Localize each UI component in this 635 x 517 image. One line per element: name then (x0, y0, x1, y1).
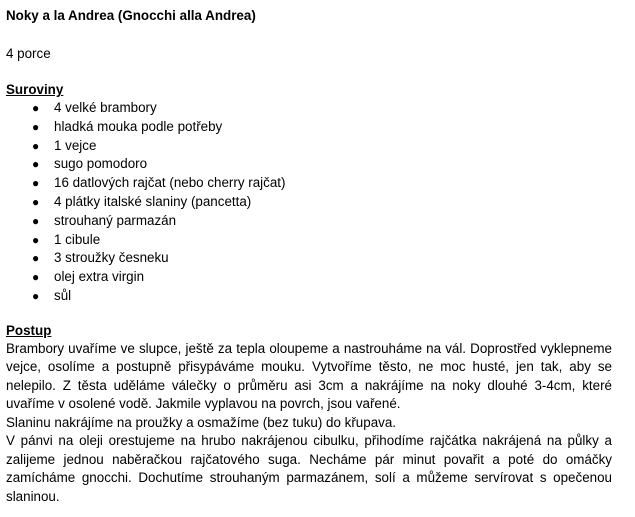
list-item: ● sůl (6, 287, 612, 306)
bullet-icon: ● (32, 232, 40, 247)
recipe-title: Noky a la Andrea (Gnocchi alla Andrea) (6, 8, 256, 23)
list-item: ● 1 cibule (6, 231, 612, 250)
bullet-icon: ● (32, 270, 40, 285)
list-item: ● 1 vejce (6, 137, 612, 156)
procedure-paragraph: V pánvi na oleji orestujeme na hrubo nakrájenou cibulku, přihodíme rajčátka nakrájená na půlky a zalijeme jednou naběračkou rajčatového suga. Necháme pár minut povařit a poté do omáčky zamícháme gnocchi. Dochutíme strouhaným parmazánem, solí a můžeme servírovat s opečenou slaninou. (6, 433, 612, 504)
bullet-icon: ● (32, 157, 40, 172)
bullet-icon: ● (32, 251, 40, 266)
list-item: ● olej extra virgin (6, 268, 612, 287)
list-item: ● sugo pomodoro (6, 155, 612, 174)
list-item: ● strouhaný parmazán (6, 212, 612, 231)
procedure-paragraph: Brambory uvaříme ve slupce, ještě za tepla oloupeme a nastrouháme na vál. Doprostřed vyklepneme vejce, osolíme a postupně přisypáváme mouku. Vytvoříme těsto, ne moc husté, jen tak, aby se nelepilo. Z těsta uděláme válečky o průměru asi 3cm a nakrájíme na noky dlouhé 3-4cm, které uvaříme v osolené vodě. Jakmile vyplavou na povrch, jsou vařené. (6, 340, 612, 412)
procedure-paragraph: Slaninu nakrájíme na proužky a osmažíme (bez tuku) do křupava. (6, 414, 397, 430)
list-item: ● hladká mouka podle potřeby (6, 118, 612, 137)
list-item: ● 4 plátky italské slaniny (pancetta) (6, 193, 612, 212)
bullet-icon: ● (32, 288, 40, 303)
servings-text: 4 porce (6, 46, 51, 61)
list-item: ● 16 datlových rajčat (nebo cherry rajčat) (6, 174, 612, 193)
bullet-icon: ● (32, 138, 40, 153)
bullet-icon: ● (32, 176, 40, 191)
bullet-icon: ● (32, 213, 40, 228)
bullet-icon: ● (32, 101, 40, 115)
recipe-document (6, 6, 612, 506)
bullet-icon: ● (32, 194, 40, 209)
procedure-text (6, 340, 612, 507)
ingredients-heading: Suroviny (6, 82, 64, 97)
list-item: ● 4 velké brambory (6, 99, 612, 118)
bullet-icon: ● (32, 119, 40, 134)
list-item: ● 3 stroužky česneku (6, 249, 612, 268)
ingredients-list (6, 99, 612, 306)
procedure-heading: Postup (6, 322, 52, 338)
